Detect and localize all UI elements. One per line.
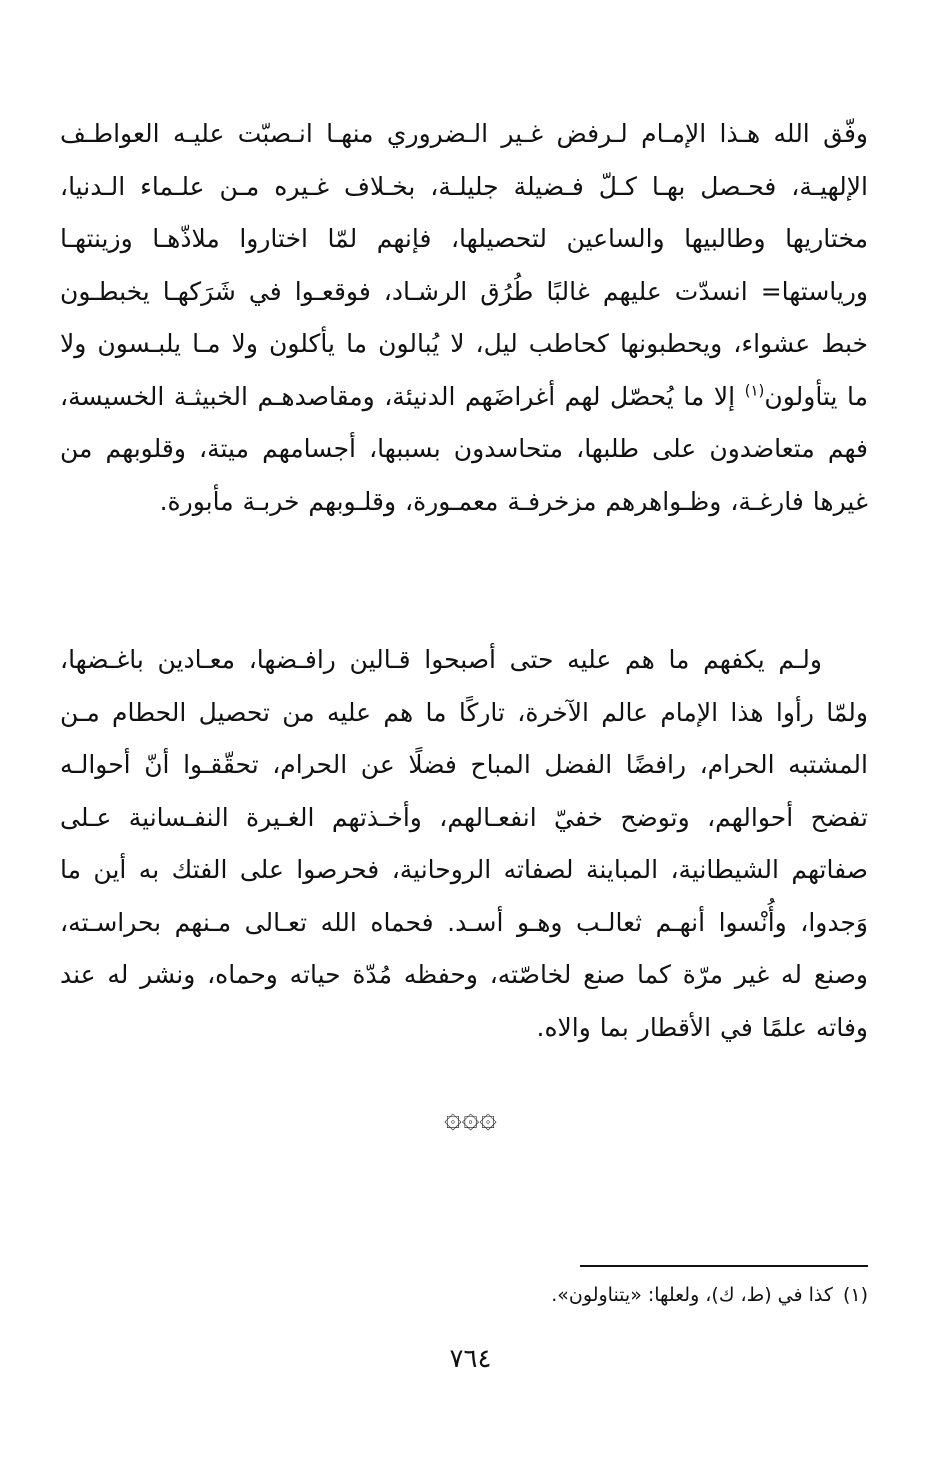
footnote-number: (١): [842, 1284, 868, 1306]
footnote-divider-line: [580, 1265, 868, 1267]
footnote: [300, 1280, 868, 1310]
footnote-text: كذا في (ط، ك)، ولعلها: «يتناولون».: [551, 1284, 833, 1306]
paragraph-1: [60, 108, 868, 528]
paragraph-2: ولـم يكفهم ما هم عليه حتى أصبحوا قـالين رافـضها، معـادين باغـضها، ولمّا رأوا هذا الإمام عالم الآخرة، تاركًا ما هم عليه من تحصيل الحطام مـن المشتبه الحرام، رافضًا الفضل المباح فضلًا عن الحرام، تحقّقـوا أنّ أحوالـه تفضح أحوالهم، وتوضح خفيّ انفعـالهم، وأخـذتهم الغـيرة النفـسانية عـلى صفاتهم الشيطانية، المباينة لصفاته الروحانية، فحرصوا على الفتك به أين ما وَجدوا، وأُنْسوا أنهـم ثعالـب وهـو أسـد. فحماه الله تعـالى مـنهم بحراسـته، وصنع له غير مرّة كما صنع لخاصّته، وحفظه مُدّة حياته وحماه، ونشر له عند وفاته علمًا في الأقطار بما والاه.: [60, 645, 868, 1042]
page-number: ٧٦٤: [449, 1344, 492, 1374]
paragraph-1-text-before: وفّق الله هـذا الإمـام لـرفض غـير الـضروري منهـا انـصبّت عليـه العواطـف الإلهيـة، فحـصل بهـا كـلّ فـضيلة جليلـة، بخـلاف غـيره مـن علـماء الـدنيا، مختاريها وطالبيها والساعين لتحصيلها، فإنهم لمّا اختاروا ملاذّهـا وزينتهـا ورياستها= انسدّت عليهم غالبًا طُرُق الرشـاد، فوقعـوا في شَرَكهـا يخبطـون خبط عشواء، ويحطبونها كحاطب ليل، لا يُبالون ما يأكلون ولا مـا يلبـسون ولا ما يتأولون: [60, 119, 868, 411]
footnote-reference[interactable]: (١): [744, 381, 765, 400]
section-separator-ornament: ۞۞۞: [444, 1100, 497, 1135]
paragraph-1-text-after: إلا ما يُحصّل لهم أغراضَهم الدنيئة، ومقاصدهـم الخبيثـة الخسيسة، فهم متعاضدون على طلبها، متحاسدون بسببها، أجسامهم ميتة، وقلوبهم من غيرها فارغـة، وظـواهرهم مزخرفـة معمـورة، وقلـوبهم خربـة مأبورة.: [60, 381, 868, 516]
